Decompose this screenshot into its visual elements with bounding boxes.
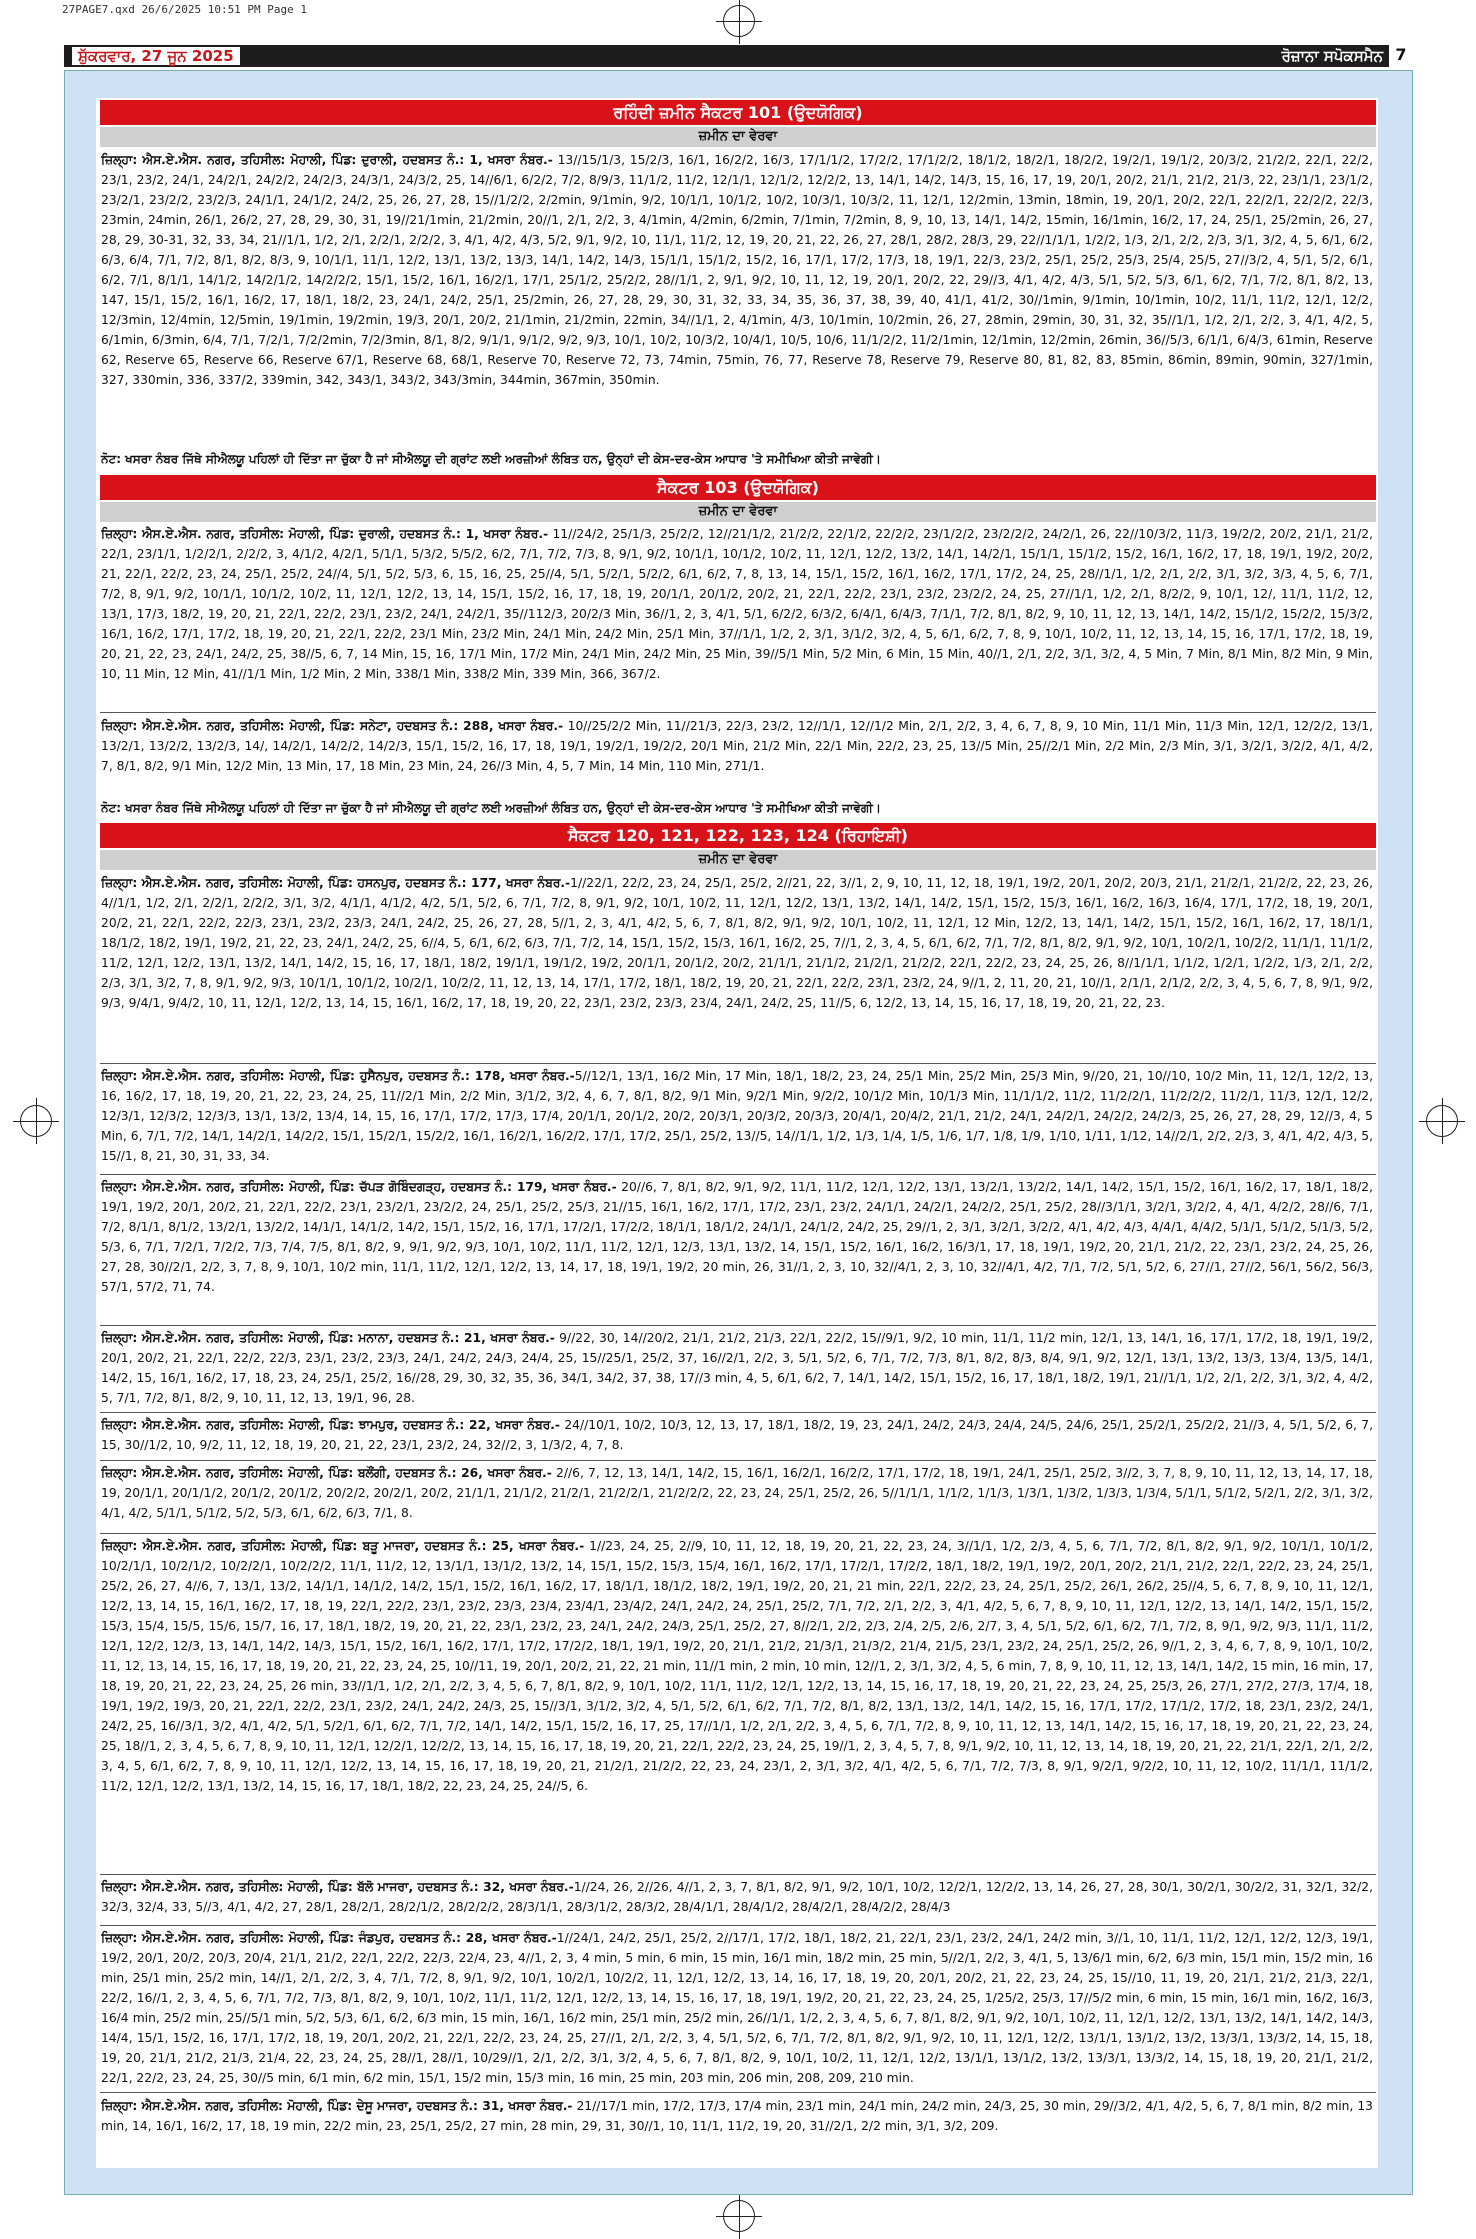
divider	[100, 1533, 1376, 1534]
divider	[100, 1460, 1376, 1461]
registration-mark-left	[20, 1105, 52, 1137]
divider	[100, 712, 1376, 713]
divider	[100, 1174, 1376, 1175]
section-subtitle-sector-103: ਜ਼ਮੀਨ ਦਾ ਵੇਰਵਾ	[100, 502, 1376, 522]
divider	[100, 2092, 1376, 2093]
land-detail-header: ਜ਼ਿਲ੍ਹਾ: ਐਸ.ਏ.ਐਸ. ਨਗਰ, ਤਹਿਸੀਲ: ਮੋਹਾਲੀ, ਪਿੰਡ: ਹੁਸੈਨਪੁਰ, ਹਦਬਸਤ ਨੰ.: 178, ਖਸਰਾ ਨੰਬਰ.-	[101, 1069, 575, 1083]
land-detail-header: ਜ਼ਿਲ੍ਹਾ: ਐਸ.ਏ.ਐਸ. ਨਗਰ, ਤਹਿਸੀਲ: ਮੋਹਾਲੀ, ਪਿੰਡ: ਦੇਸੂ ਮਾਜਰਾ, ਹਦਬਸਤ ਨੰ.: 31, ਖਸਰਾ ਨੰਬਰ.-	[101, 2099, 573, 2113]
divider	[100, 1412, 1376, 1413]
land-detail-header: ਜ਼ਿਲ੍ਹਾ: ਐਸ.ਏ.ਐਸ. ਨਗਰ, ਤਹਿਸੀਲ: ਮੋਹਾਲੀ, ਪਿੰਡ: ਮਨਾਨਾ, ਹਦਬਸਤ ਨੰ.: 21, ਖਸਰਾ ਨੰਬਰ.-	[101, 1331, 555, 1345]
section-note-sector-103: ਨੋਟ: ਖਸਰਾ ਨੰਬਰ ਜਿੱਥੇ ਸੀਐਲਯੂ ਪਹਿਲਾਂ ਹੀ ਦਿੱਤਾ ਜਾ ਚੁੱਕਾ ਹੈ ਜਾਂ ਸੀਐਲਯੂ ਦੀ ਗ੍ਰਾਂਟ ਲਈ ਅਰਜ਼ੀਆਂ ਲੰਬਿਤ ਹਨ, ਉਨ੍ਹਾਂ ਦੀ ਕੇਸ-ਦਰ-ਕੇਸ ਆਧਾਰ 'ਤੇ ਸਮੀਖਿਆ ਕੀਤੀ ਜਾਵੇਗੀ।	[101, 801, 881, 815]
khasra-list: 10//25/2/2 Min, 11//21/3, 22/3, 23/2, 12//1/1, 12//1/2 Min, 2/1, 2/2, 3, 4, 6, 7, 8, 9, 10 Min, 11/1 Min, 11/3 Min, 12/1, 12/2/2, 13/1, 13/2/1, 13/2/2, 13/2/3, 14/, 14/2/1, 14/2/2, 14/2/3, 15/1, 15/2, 16, 17, 18, 19/1, 19/2/1, 19/2/2, 20/1 Min, 21/2 Min, 22/1 Min, 22/2, 23, 25, 13//5 Min, 25//2/1 Min, 2/2 Min, 2/3 Min, 3/1, 3/2/1, 3/2/2, 4/1, 4/2, 7, 8/1, 8/2, 9/1 Min, 12/2 Min, 13 Min, 17, 18 Min, 23 Min, 24, 26//3 Min, 4, 5, 7 Min, 14 Min, 110 Min, 271/1.	[101, 719, 1373, 773]
land-detail-manana	[101, 1328, 1373, 1408]
land-detail-hasanpur	[101, 873, 1373, 1059]
land-detail-baru-majra	[101, 1536, 1373, 1870]
land-detail-desu-majra	[101, 2096, 1373, 2140]
khasra-list: 11//24/2, 25/1/3, 25/2/2, 12//21/1/2, 21/2/2, 22/1/2, 22/2/2, 23/1/2/2, 23/2/2/2, 24/2/1, 26, 22//10/3/2, 11/3, 19/2/2, 20/2, 21/1, 21/2, 22/1, 23/1/1, 1/2/2/1, 2/2/2, 3, 4/1/2, 4/2/1, 5/1/1, 5/3/2, 5/5/2, 6/2, 7/1, 7/2, 7/3, 8, 9/1, 9/2, 10/1/1, 10/1/2, 10/2, 11, 12/1, 12/2, 13/2, 14/1, 14/2/1, 15/1/1, 15/1/2, 15/2, 16/1, 16/2, 17, 18, 19/1, 19/2, 20/2, 21, 22/1, 22/2, 23, 24, 25/1, 25/2, 24//4, 5/1, 5/2, 5/3, 6, 15, 16, 25, 25//4, 5/1, 5/2/1, 5/2/2, 6/1, 6/2, 7, 8, 13, 14, 15/1, 15/2, 16/1, 16/2, 17/1, 17/2, 24, 25, 28//1/1, 1/2, 2/1, 2/2, 3/1, 3/2, 3/3, 4, 5, 6, 7/1, 7/2, 8, 9/1, 9/2, 10/1/1, 10/1/2, 10/2, 11, 12/1, 12/2, 13, 14, 15/1, 15/2, 16, 17, 18, 19, 20/1/1, 20/1/2, 20/2, 21, 22/1, 22/2, 23/1, 23/2, 23/2/2, 24, 25, 27//1/1, 1/2, 2/1, 8/2/2, 9, 10/1, 12/, 11/1, 11/2, 12, 13/1, 17/3, 18/2, 19, 20, 21, 22/1, 22/2, 23/1, 23/2, 24/1, 24/2/1, 35//112/3, 20/2/3 Min, 36//1, 2, 3, 4/1, 5/1, 6/2/2, 6/3/2, 6/4/1, 6/4/3, 7/1/1, 7/2, 8/1, 8/2, 9, 10, 11, 12, 13, 14/1, 14/2, 15/1/2, 15/2/2, 15/3/2, 16/1, 16/2, 17/1, 17/2, 18, 19, 20, 21, 22/1, 22/2, 23/1 Min, 23/2 Min, 24/1 Min, 24/2 Min, 25/1 Min, 37//1/1, 1/2, 2, 3/1, 3/1/2, 3/2, 4, 5, 6/1, 6/2, 7, 8, 9, 10/1, 10/2, 11, 12, 13, 14, 15, 16, 17/1, 17/2, 18, 19, 20, 21, 22, 23, 24/1, 24/2, 25, 38//5, 6, 7, 14 Min, 15, 16, 17/1 Min, 17/2 Min, 24/1 Min, 24/2 Min, 25 Min, 39//5/1 Min, 5/2 Min, 6 Min, 15 Min, 40//1, 2/1, 2/2, 3/1, 3/2, 4, 5 Min, 7 Min, 8/1 Min, 8/2 Min, 9 Min, 10, 11 Min, 12 Min, 41//1/1 Min, 1/2 Min, 2 Min, 338/1 Min, 338/2 Min, 339 Min, 366, 367/2.	[101, 527, 1373, 681]
khasra-list: 24//10/1, 10/2, 10/3, 12, 13, 17, 18/1, 18/2, 19, 23, 24/1, 24/2, 24/3, 24/4, 24/5, 24/6, 25/1, 25/2/1, 25/2/2, 21//3, 4, 5/1, 5/2, 6, 7, 15, 30//1/2, 10, 9/2, 11, 12, 18, 19, 20, 21, 22, 23/1, 23/2, 24, 32//2, 3, 1/3/2, 4, 7, 8.	[101, 1418, 1373, 1452]
section-subtitle-sector-120-124: ਜ਼ਮੀਨ ਦਾ ਵੇਰਵਾ	[100, 850, 1376, 870]
newspaper-name: ਰੋਜ਼ਾਨਾ ਸਪੋਕਸਮੈਨ	[1281, 47, 1383, 65]
khasra-list: 1//22/1, 22/2, 23, 24, 25/1, 25/2, 2//21, 22, 3//1, 2, 9, 10, 11, 12, 18, 19/1, 19/2, 20/1, 20/2, 20/3, 21/1, 21/2/1, 21/2/2, 22, 23, 26, 4//1/1, 1/2, 2/1, 2/2/1, 2/2/2, 3/1, 3/2, 4/1/1, 4/1/2, 4/2, 5/1, 5/2, 6, 7/1, 7/2, 8, 9/1, 9/2, 10/1, 10/2, 11, 12/1, 12/2, 13/1, 13/2, 14/1, 14/2, 15/1, 15/2, 15/3, 16/1, 16/2, 16/3, 16/4, 17/1, 17/2, 18, 19, 20/1, 20/2, 21, 22/1, 22/2, 22/3, 23/1, 23/2, 23/3, 24/1, 24/2, 25, 26, 27, 28, 5//1, 2, 3, 4/1, 4/2, 5, 6, 7, 8/1, 8/2, 9/1, 9/2, 10/1, 10/2, 11, 12/1, 12 Min, 12/2, 13, 14/1, 14/2, 15/1, 15/2, 16/1, 16/2, 17, 18/1/1, 18/1/2, 18/2, 19/1, 19/2, 21, 22, 23, 24/1, 24/2, 25, 6//4, 5, 6/1, 6/2, 6/3, 7/1, 7/2, 14, 15/1, 15/2, 15/3, 16/1, 16/2, 25, 7//1, 2, 3, 4, 5, 6/1, 6/2, 7/1, 7/2, 8/1, 8/2, 9/1, 9/2, 10/1, 10/2/1, 10/2/2, 11/1/1, 11/1/2, 11/2, 12/1, 12/2, 13/1, 13/2, 14/1, 14/2, 15, 16, 17, 18/1, 18/2, 19/1/1, 19/1/2, 19/2, 20/1/1, 20/1/2, 20/2, 21/1/1, 21/1/2, 21/2/1, 21/2/2, 22/1, 22/2, 23, 24, 25, 26, 8//1/1/1, 1/1/2, 1/2/1, 1/2/2, 1/3, 2/1, 2/2, 2/3, 3/1, 3/2, 7, 8, 9/1, 9/2, 9/3, 10/1/1, 10/1/2, 10/2/1, 10/2/2, 11, 12, 13, 14, 17/1, 17/2, 18/1, 18/2, 19, 20, 21, 22/1, 22/2, 23/1, 23/2, 24, 9//1, 2, 11, 20, 21, 10//1, 2/1/1, 2/1/2, 2/2, 3, 4, 5, 6, 7, 8, 9/1, 9/2, 9/3, 9/4/1, 9/4/2, 10, 11, 12/1, 12/2, 13, 14, 15, 16/1, 16/2, 17, 18, 19, 20, 22, 23/1, 23/2, 23/3, 23/4, 24/1, 24/2, 25, 11//5, 6, 12/2, 13, 14, 15, 16, 17, 18, 19, 20, 21, 22, 23.	[101, 876, 1373, 1010]
page-number: 7	[1389, 45, 1413, 67]
section-note-sector-101: ਨੋਟ: ਖਸਰਾ ਨੰਬਰ ਜਿੱਥੇ ਸੀਐਲਯੂ ਪਹਿਲਾਂ ਹੀ ਦਿੱਤਾ ਜਾ ਚੁੱਕਾ ਹੈ ਜਾਂ ਸੀਐਲਯੂ ਦੀ ਗ੍ਰਾਂਟ ਲਈ ਅਰਜ਼ੀਆਂ ਲੰਬਿਤ ਹਨ, ਉਨ੍ਹਾਂ ਦੀ ਕੇਸ-ਦਰ-ਕੇਸ ਆਧਾਰ 'ਤੇ ਸਮੀਖਿਆ ਕੀਤੀ ਜਾਵੇਗੀ।	[101, 452, 881, 466]
section-subtitle-sector-101: ਜ਼ਮੀਨ ਦਾ ਵੇਰਵਾ	[100, 127, 1376, 147]
issue-date: ਸ਼ੁੱਕਰਵਾਰ, 27 ਜੂਨ 2025	[72, 47, 240, 65]
land-detail-durali-101	[101, 150, 1373, 444]
divider	[100, 1874, 1376, 1875]
khasra-list: 1//24/1, 24/2, 25/1, 25/2, 2//17/1, 17/2, 18/1, 18/2, 21, 22/1, 23/1, 23/2, 24/1, 24/2 min, 3//1, 10, 11/1, 11/2, 12/1, 12/2, 12/3, 19/1, 19/2, 20/1, 20/2, 20/3, 20/4, 21/1, 21/2, 22/1, 22/2, 22/3, 22/4, 23, 4//1, 2, 3, 4 min, 5 min, 6 min, 15 min, 16/1 min, 18/2 min, 25 min, 5//2/1, 2/2, 3, 4/1, 5, 13/6/1 min, 6/2, 6/3 min, 15/1 min, 15/2 min, 16 min, 25/1 min, 25/2 min, 14//1, 2/1, 2/2, 3, 4, 7/1, 7/2, 8, 9/1, 9/2, 10/1, 10/2/1, 10/2/2, 11, 12/1, 12/2, 13, 14, 16, 17, 18, 19, 20, 20/1, 20/2, 21, 22, 23, 24, 25, 15//10, 11, 19, 20, 21/1, 21/2, 21/3, 22/1, 22/2, 16//1, 2, 3, 4, 5, 6, 7/1, 7/2, 7/3, 8/1, 8/2, 9, 10/1, 10/2, 11/1, 11/2, 12/1, 12/2, 13, 14, 15, 16, 17, 18, 19/1, 19/2, 20, 21, 22, 23, 24, 25, 1/25/2, 25/3, 17//5/2 min, 6 min, 15 min, 16/1 min, 16/2, 16/3, 16/4 min, 25/2 min, 25//5/1 min, 5/2, 5/3, 6/1, 6/2, 6/3 min, 15 min, 16/1, 16/2 min, 25/1 min, 25/2 min, 26//1/1, 1/2, 2, 3, 4, 5, 6, 7, 8/1, 8/2, 9/1, 9/2, 10/1, 10/2, 11, 12/1, 12/2, 13/1, 13/2, 14/1, 14/2, 14/3, 14/4, 15/1, 15/2, 16, 17/1, 17/2, 18, 19, 20/1, 20/2, 21, 22/1, 22/2, 23, 24, 25, 27//1, 2/1, 2/2, 3, 4, 5/1, 5/2, 6, 7/1, 7/2, 8/1, 8/2, 9/1, 9/2, 10, 11, 12/1, 12/2, 13/1/1, 13/1/2, 13/2, 13/3/1, 13/3/2, 14, 15, 18, 19, 20, 21/1, 21/2, 21/3, 21/4, 22, 23, 24, 25, 28//1, 28//1, 10/29//1, 2/1, 2/2, 3/1, 3/2, 4, 5, 6, 7, 8/1, 8/2, 9, 10/1, 10/2, 11, 12/1, 12/2, 13/1/1, 13/1/2, 13/2, 13/3/1, 13/3/2, 14, 15, 18, 19, 20, 21/1, 21/2, 22/1, 22/2, 23, 24, 25, 30//5 min, 6/1 min, 6/2 min, 15/1, 15/2 min, 15/3 min, 16 min, 25 min, 203 min, 206 min, 208, 209, 210 min.	[101, 1931, 1373, 2085]
registration-mark-bottom	[723, 2200, 755, 2232]
print-slug: 27PAGE7.qxd 26/6/2025 10:51 PM Page 1	[62, 3, 308, 16]
khasra-list: 20//6, 7, 8/1, 8/2, 9/1, 9/2, 11/1, 11/2, 12/1, 12/2, 13/1, 13/2/1, 13/2/2, 14/1, 14/2, 15/1, 15/2, 16/1, 16/2, 17, 18/1, 18/2, 19/1, 19/2, 20/1, 20/2, 21, 22/1, 22/2, 23/1, 23/2/1, 23/2/2, 24, 25/1, 25/2, 25/3, 21//15, 16/1, 16/2, 17/1, 17/2, 23/1, 23/2, 24/1/1, 24/2/1, 24/2/2, 25/1, 25/2, 28//3/1/1, 3/2/1, 3/2/2, 4, 4/1, 4/2/2, 28//6, 7/1, 7/2, 8/1/1, 8/1/2, 13/2/1, 13/2/2, 14/1/1, 14/1/2, 14/2, 15/1, 15/2, 16, 17/1, 17/2/1, 17/2/2, 18/1/1, 18/1/2, 24/1/1, 24/1/2, 24/2, 25, 29//1, 2, 3/1, 3/2/1, 3/2/2, 4/1, 4/2, 4/3, 4/4/1, 4/4/2, 5/1/1, 5/1/2, 5/1/3, 5/2, 5/3, 6, 7/1, 7/2/1, 7/2/2, 7/3, 7/4, 7/5, 8/1, 8/2, 9, 9/1, 9/2, 9/3, 10/1, 10/2, 11/1, 11/2, 12/1, 12/3, 13/1, 13/2, 14, 15/1, 15/2, 16/1, 16/2, 16/3/1, 17, 18, 19/1, 19/2, 20, 21/1, 21/2, 22, 23/1, 23/2, 24, 25, 26, 27, 28, 30//2/1, 2/2, 3, 7, 8, 9, 10/1, 10/2 min, 11/1, 11/2, 12/1, 12/2, 13, 14, 17, 18, 19/1, 19/2, 20 min, 26, 31//1, 2, 3, 10, 32//4/1, 2, 3, 10, 32//4/1, 4/2, 7/1, 7/2, 5/1, 5/2, 6, 27//1, 27//2, 56/1, 56/2, 56/3, 57/1, 57/2, 71, 74.	[101, 1180, 1373, 1294]
land-detail-header: ਜ਼ਿਲ੍ਹਾ: ਐਸ.ਏ.ਐਸ. ਨਗਰ, ਤਹਿਸੀਲ: ਮੋਹਾਲੀ, ਪਿੰਡ: ਸਨੇਟਾ, ਹਦਬਸਤ ਨੰ.: 288, ਖਸਰਾ ਨੰਬਰ.-	[101, 719, 564, 733]
land-detail-header: ਜ਼ਿਲ੍ਹਾ: ਐਸ.ਏ.ਐਸ. ਨਗਰ, ਤਹਿਸੀਲ: ਮੋਹਾਲੀ, ਪਿੰਡ: ਹਸਨਪੁਰ, ਹਦਬਸਤ ਨੰ.: 177, ਖਸਰਾ ਨੰਬਰ.-	[101, 876, 571, 890]
registration-mark-top	[723, 5, 755, 37]
land-detail-header: ਜ਼ਿਲ੍ਹਾ: ਐਸ.ਏ.ਐਸ. ਨਗਰ, ਤਹਿਸੀਲ: ਮੋਹਾਲੀ, ਪਿੰਡ: ਬੜੂ ਮਾਜਰਾ, ਹਦਬਸਤ ਨੰ.: 25, ਖਸਰਾ ਨੰਬਰ.-	[101, 1539, 585, 1553]
section-title-sector-103: ਸੈਕਟਰ 103 (ਉਦਯੋਗਿਕ)	[100, 475, 1376, 500]
divider	[100, 1325, 1376, 1326]
divider	[100, 1063, 1376, 1064]
khasra-list: 21//17/1 min, 17/2, 17/3, 17/4 min, 23/1 min, 24/1 min, 24/2 min, 24/3, 25, 30 min, 29//3/2, 4/1, 4/2, 5, 6, 7, 8/1 min, 8/2 min, 13 min, 14, 16/1, 16/2, 17, 18, 19 min, 22/2 min, 23, 25/1, 25/2, 27 min, 28 min, 29, 31, 30//1, 10, 11/1, 11/2, 19, 20, 31//2/1, 2/2 min, 3/1, 3/2, 209.	[101, 2099, 1373, 2133]
khasra-list: 2//6, 7, 12, 13, 14/1, 14/2, 15, 16/1, 16/2/1, 16/2/2, 17/1, 17/2, 18, 19/1, 24/1, 25/1, 25/2, 3//2, 3, 7, 8, 9, 10, 11, 12, 13, 14, 17, 18, 19, 20/1/1, 20/1/1/2, 20/1/2, 20/1/2, 20/2/2, 20/2/1, 20/2, 21/1/1, 21/1/2, 21/2/1, 21/2/2/1, 21/2/2/2, 22, 23, 24, 25/1, 25/2, 26, 5//1/1/1, 1/1/2, 1/1/3, 1/3/1, 1/3/2, 1/3/3, 1/3/4, 5/1/1, 5/1/2, 5/2/1, 2/2, 3/1, 3/2, 4/1, 4/2, 5/1/1, 5/1/2, 5/2, 5/3, 6/1, 6/2, 6/3, 7/1, 8.	[101, 1466, 1373, 1520]
khasra-list: 5//12/1, 13/1, 16/2 Min, 17 Min, 18/1, 18/2, 23, 24, 25/1 Min, 25/2 Min, 25/3 Min, 9//20, 21, 10//10, 10/2 Min, 11, 12/1, 12/2, 13, 16, 16/2, 17, 18, 19, 20, 21, 22, 23, 24, 25, 11//2/1 Min, 2/2 Min, 3/1/2, 3/2, 4, 6, 7, 8/1, 8/2, 9/1 Min, 9/2/1 Min, 9/2/2, 10/1/2 Min, 10/1/3 Min, 11/1/1/2, 11/2, 11/2/2/1, 11/2/2/2, 11/2/1, 11/3, 12/1, 12/2, 12/3/1, 12/3/2, 12/3/3, 13/1, 13/2, 13/4, 14, 15, 16, 17/1, 17/2, 17/3, 17/4, 20/1/1, 20/1/2, 20/2, 20/3/1, 20/3/2, 20/3/3, 20/4/1, 20/4/2, 21/1, 21/2, 24/1, 24/2/1, 24/2/2, 24/2/3, 25, 26, 27, 28, 29, 12//3, 4, 5 Min, 6, 7/1, 7/2, 14/1, 14/2/1, 14/2/2, 15/1, 15/2/1, 15/2/2, 16/1, 16/2/1, 16/2/2, 17/1, 17/2, 25/1, 25/2, 13//5, 14//1/1, 1/2, 1/3, 1/4, 1/5, 1/6, 1/7, 1/8, 1/9, 1/10, 1/11, 1/12, 14//2/1, 2/2, 2/3, 3, 4/1, 4/2, 4/3, 5, 15//1, 8, 21, 30, 31, 33, 34.	[101, 1069, 1373, 1163]
land-detail-hussainpur	[101, 1066, 1373, 1170]
land-detail-header: ਜ਼ਿਲ੍ਹਾ: ਐਸ.ਏ.ਐਸ. ਨਗਰ, ਤਹਿਸੀਲ: ਮੋਹਾਲੀ, ਪਿੰਡ: ਬੱਲੋ ਮਾਜਰਾ, ਹਦਬਸਤ ਨੰ.: 32, ਖਸਰਾ ਨੰਬਰ.-	[101, 1880, 574, 1894]
land-detail-jandpur	[101, 1928, 1373, 2088]
khasra-list: 1//24, 26, 2//26, 4//1, 2, 3, 7, 8/1, 8/2, 9/1, 9/2, 10/1, 10/2, 12/2/1, 12/2/2, 13, 14, 26, 27, 28, 30/1, 30/2/1, 30/2/2, 31, 32/1, 32/2, 32/3, 32/4, 33, 5//3, 4/1, 4/2, 27, 28/1, 28/2/1, 28/2/1/2, 28/2/2/2, 28/3/1/1, 28/3/1/2, 28/3/2, 28/4/1/1, 28/4/1/2, 28/4/2/1, 28/4/2/2, 28/4/3	[101, 1880, 1373, 1914]
page-header	[64, 45, 1413, 67]
land-detail-durali-103	[101, 524, 1373, 708]
land-detail-jhampur	[101, 1415, 1373, 1455]
land-detail-ballo-majra	[101, 1877, 1373, 1917]
land-detail-header: ਜ਼ਿਲ੍ਹਾ: ਐਸ.ਏ.ਐਸ. ਨਗਰ, ਤਹਿਸੀਲ: ਮੋਹਾਲੀ, ਪਿੰਡ: ਜੰਡਪੁਰ, ਹਦਬਸਤ ਨੰ.: 28, ਖਸਰਾ ਨੰਬਰ.-	[101, 1931, 557, 1945]
registration-mark-right	[1426, 1105, 1458, 1137]
land-detail-balongi	[101, 1463, 1373, 1529]
khasra-list: 1//23, 24, 25, 2//9, 10, 11, 12, 18, 19, 20, 21, 22, 23, 24, 3//1/1, 1/2, 2/3, 4, 5, 6, 7/1, 7/2, 8/1, 8/2, 9/1, 9/2, 10/1/1, 10/1/2, 10/2/1/1, 10/2/1/2, 10/2/2/1, 10/2/2/2, 11/1, 11/2, 12, 13/1/1, 13/1/2, 13/2, 14, 15/1, 15/2, 15/3, 15/4, 16/1, 16/2, 17/1, 17/2/1, 17/2/2, 18/1, 18/2, 19/1, 19/2, 20/1, 20/2, 21/1, 21/2, 22/1, 22/2, 23, 24, 25/1, 25/2, 26, 27, 4//6, 7, 13/1, 13/2, 14/1/1, 14/1/2, 14/2, 15/1, 15/2, 16/1, 16/2, 17, 18/1/1, 18/1/2, 18/2, 19/1, 19/2, 20, 21, 21 min, 22/1, 22/2, 23, 24, 25/1, 25/2, 26/1, 26/2, 25//4, 5, 6, 7, 8, 9, 10, 11, 12/1, 12/2, 13, 14, 15, 16/1, 16/2, 17, 18, 19, 22/1, 22/2, 23/1, 23/2, 23/3, 23/4, 23/4/1, 23/4/2, 24/1, 24/2, 24, 25/1, 25/2, 7/1, 7/2, 2/1, 2/2, 3, 4/1, 4/2, 5, 6, 7, 8, 9, 10, 11, 12/1, 12/2, 13, 14/1, 14/2, 15/1, 15/2, 15/3, 15/4, 15/5, 15/6, 15/7, 16, 17, 18/1, 18/2, 19, 20, 21, 22, 23/1, 23/2, 23, 24/1, 24/2, 24/3, 25/1, 25/2, 27, 8//2/1, 2/2, 2/3, 2/4, 2/5, 2/6, 2/7, 3, 4, 5/1, 5/2, 6/1, 6/2, 7/1, 7/2, 8, 9/1, 9/2, 9/3, 11/1, 11/2, 12/1, 12/2, 12/3, 13, 14/1, 14/2, 14/3, 15/1, 15/2, 16/1, 16/2, 17/1, 17/2, 17/2/2, 18/1, 19/1, 19/2, 20, 21/1, 21/2, 21/3/1, 21/3/2, 21/4, 21/5, 23/1, 23/2, 24, 25/1, 25/2, 26, 9//1, 2, 3, 4, 6, 7, 8, 9, 10/1, 10/2, 11, 12, 13, 14, 15, 16, 17, 18, 19, 20, 21, 22, 23, 24, 25, 10//11, 19, 20/1, 20/2, 21, 22, 21 min, 11//1 min, 2 min, 10 min, 12//1, 2, 3/1, 3/2, 4, 5, 6 min, 7, 8, 9, 10, 11, 12, 13, 14/1, 14/2, 15 min, 16 min, 17, 18, 19, 20, 21, 22, 23, 24, 25, 26 min, 33//1/1, 1/2, 2/1, 2/2, 3, 4, 5, 6, 7, 8/1, 8/2, 9, 10/1, 10/2, 11/1, 11/2, 12/1, 12/2, 13, 14, 15, 16, 17, 18, 19, 20, 21, 22, 23, 24, 25, 25/3, 26, 27/1, 27/2, 27/3, 17/4, 18, 19/1, 19/2, 19/3, 20, 21, 22/1, 22/2, 23/1, 23/2, 24/1, 24/2, 24/3, 25, 15//3/1, 3/1/2, 3/2, 4, 5/1, 5/2, 6/1, 6/2, 7/1, 7/2, 8/1, 8/2, 13/1, 13/2, 14/1, 14/2, 15, 16, 17/1, 17/2, 17/1/2, 17/2, 18, 23/1, 23/2, 24/1, 24/2, 25, 16//3/1, 3/2, 4/1, 4/2, 5/1, 5/2/1, 6/1, 6/2, 7/1, 7/2, 14/1, 14/2, 15/1, 15/2, 16, 17, 25, 17//1/1, 1/2, 2/1, 2/2, 3, 4, 5, 6, 7/1, 7/2, 8, 9, 10, 11, 12, 13, 14/1, 14/2, 15, 16, 17, 18, 19, 20, 21, 22, 23, 24, 25, 18//1, 2, 3, 4, 5, 6, 7, 8, 9, 10, 11, 12/1, 12/2/1, 12/2/2, 13, 14, 15, 16, 17, 18, 19, 20, 21, 22/1, 22/2, 23, 24, 25, 19//1, 2, 3, 4, 5, 7, 8, 9/1, 9/2, 10, 11, 12, 13, 14, 18, 19, 20, 21, 22, 21/1, 22/1, 2/1, 2/2, 3, 4, 5, 6/1, 6/2, 7, 8, 9, 10, 11, 12/1, 12/2, 13, 14, 15, 16, 17, 18, 19, 20, 21, 21/2/1, 21/2/2, 22, 23, 24, 23/1, 2, 3/1, 3/2, 4/1, 4/2, 5, 6, 7/1, 7/2, 7/3, 8, 9/1, 9/2/1, 9/2/2, 10, 11, 12, 10/2, 11/1/1, 11/1/2, 11/2, 12/1, 12/2, 13/1, 13/2, 14, 15, 16, 17, 18/1, 18/2, 22, 23, 24, 25, 24//5, 6.	[101, 1539, 1373, 1793]
land-detail-header: ਜ਼ਿਲ੍ਹਾ: ਐਸ.ਏ.ਐਸ. ਨਗਰ, ਤਹਿਸੀਲ: ਮੋਹਾਲੀ, ਪਿੰਡ: ਝਾਮਪੁਰ, ਹਦਬਸਤ ਨੰ.: 22, ਖਸਰਾ ਨੰਬਰ.-	[101, 1418, 561, 1432]
land-detail-chappar-gobindgarh	[101, 1177, 1373, 1321]
land-detail-header: ਜ਼ਿਲ੍ਹਾ: ਐਸ.ਏ.ਐਸ. ਨਗਰ, ਤਹਿਸੀਲ: ਮੋਹਾਲੀ, ਪਿੰਡ: ਦੁਰਾਲੀ, ਹਦਬਸਤ ਨੰ.: 1, ਖਸਰਾ ਨੰਬਰ.-	[101, 153, 553, 167]
land-detail-header: ਜ਼ਿਲ੍ਹਾ: ਐਸ.ਏ.ਐਸ. ਨਗਰ, ਤਹਿਸੀਲ: ਮੋਹਾਲੀ, ਪਿੰਡ: ਚੱਪੜ ਗੋਬਿੰਦਗੜ੍ਹ, ਹਦਬਸਤ ਨੰ.: 179, ਖਸਰਾ ਨੰਬਰ.-	[101, 1180, 617, 1194]
divider	[100, 1925, 1376, 1926]
land-detail-saneta	[101, 716, 1373, 796]
land-detail-header: ਜ਼ਿਲ੍ਹਾ: ਐਸ.ਏ.ਐਸ. ਨਗਰ, ਤਹਿਸੀਲ: ਮੋਹਾਲੀ, ਪਿੰਡ: ਦੁਰਾਲੀ, ਹਦਬਸਤ ਨੰ.: 1, ਖਸਰਾ ਨੰਬਰ.-	[101, 527, 549, 541]
khasra-list: 9//22, 30, 14//20/2, 21/1, 21/2, 21/3, 22/1, 22/2, 15//9/1, 9/2, 10 min, 11/1, 11/2 min, 12/1, 13, 14/1, 16, 17/1, 17/2, 18, 19/1, 19/2, 20/1, 20/2, 21, 22/1, 22/2, 22/3, 23/1, 23/2, 23/3, 24/1, 24/2, 24/3, 24/4, 25, 15//25/1, 25/2, 37, 16//2/1, 2/2, 3, 5/1, 5/2, 6, 7/1, 7/2, 7/3, 8/1, 8/2, 8/3, 8/4, 9/1, 9/2, 12/1, 13/1, 13/2, 13/3, 13/4, 13/5, 14/1, 14/2, 15, 16/1, 16/2, 17, 18, 23, 24, 25/1, 25/2, 16//28, 29, 30, 32, 35, 36, 34/1, 34/2, 37, 38, 17//3 min, 4, 5, 6/1, 6/2, 7, 14/1, 14/2, 15/1, 15/2, 16, 17, 18/1, 18/2, 19/1, 21//1/1, 1/2, 2/1, 2/2, 3/1, 3/2, 4, 4/2, 5, 7/1, 7/2, 8/1, 8/2, 9, 10, 11, 12, 13, 19/1, 96, 28.	[101, 1331, 1373, 1405]
section-title-sector-101: ਰਹਿੰਦੀ ਜ਼ਮੀਨ ਸੈਕਟਰ 101 (ਉਦਯੋਗਿਕ)	[100, 100, 1376, 125]
khasra-list: 13//15/1/3, 15/2/3, 16/1, 16/2/2, 16/3, 17/1/1/2, 17/2/2, 17/1/2/2, 18/1/2, 18/2/1, 18/2/2, 19/2/1, 19/1/2, 20/3/2, 21/2/2, 22/1, 22/2, 23/1, 23/2, 24/1, 24/2/1, 24/2/2, 24/2/3, 24/3/1, 24/3/2, 25, 14//6/1, 6/2/2, 7/2, 8/9/3, 11/1/2, 11/2, 12/1/1, 12/1/2, 12/2/2, 13, 14/1, 14/2, 14/3, 15, 16, 17, 19, 20/1, 20/2, 21/1, 21/2, 21/3, 22, 23/1/1, 23/1/2, 23/2/1, 23/2/2, 23/2/3, 24/1/1, 24/1/2, 24/2, 25, 26, 27, 28, 15//1/2/2, 2/2min, 9/1min, 9/2, 10/1/1, 10/1/2, 10/2, 10/3/1, 10/3/2, 11, 12/1, 12/2min, 13min, 18min, 19, 20/1, 20/2, 22/1, 22/2/1, 22/2/2, 22/3, 23min, 24min, 26/1, 26/2, 27, 28, 29, 30, 31, 19//21/1min, 21/2min, 20//1, 2/1, 2/2, 3, 4/1min, 4/2min, 6/2min, 7/1min, 7/2min, 8, 9, 10, 13, 14/1, 14/2, 15min, 16/1min, 16/2, 17, 24, 25/1, 25/2min, 26, 27, 28, 29, 30-31, 32, 33, 34, 21//1/1, 1/2, 2/1, 2/2/1, 2/2/2, 3, 4/1, 4/2, 4/3, 5/2, 9/1, 9/2, 10, 11/1, 11/2, 12, 19, 20, 21, 22, 26, 27, 28/1, 28/2, 28/3, 29, 22//1/1/1, 1/2/2, 1/3, 2/1, 2/2, 2/3, 3/1, 3/2, 4, 5, 6/1, 6/2, 6/3, 6/4, 7/1, 7/2, 8/1, 8/2, 8/3, 9, 10/1/1, 11/1, 12/2, 13/1, 13/2, 13/3, 14/1, 14/2, 14/3, 15/1/1, 15/1/2, 15/2, 16, 17/1, 17/2, 17/3, 18, 19/1, 22/3, 23/2, 25/1, 25/2, 25/3, 25/4, 25/5, 27//3/2, 4, 5/1, 5/2, 6/1, 6/2, 7/1, 8/1/1, 14/1/2, 14/2/1/2, 14/2/2/2, 15/1, 15/2, 16/1, 16/2/1, 17/1, 25/1/2, 25/2/2, 28//1/1, 2, 9/1, 9/2, 10, 11, 12, 19, 20/1, 20/2, 22, 29//3, 4/1, 4/2, 4/3, 5/1, 5/2, 5/3, 6/1, 6/2, 7/1, 7/2, 8/1, 8/2, 13, 147, 15/1, 15/2, 16/1, 16/2, 17, 18/1, 18/2, 23, 24/1, 24/2, 25/1, 25/2min, 26, 27, 28, 29, 30, 31, 32, 33, 34, 35, 36, 37, 38, 39, 40, 41/1, 41/2, 30//1min, 9/1min, 10/1min, 10/2, 11/1, 11/2, 12/1, 12/2, 12/3min, 12/4min, 12/5min, 19/1min, 19/2min, 19/3, 20/1, 20/2, 21/1min, 21/2min, 22min, 34//1/1, 2, 4/1min, 4/3, 10/1min, 10/2min, 26, 27, 28min, 29min, 30, 31, 32, 35//1/1, 1/2, 2/1, 2/2, 3, 4/1, 4/2, 5, 6/1min, 6/3min, 6/4, 7/1, 7/2/1, 7/2/2min, 7/2/3min, 8/1, 8/2, 9/1/1, 9/1/2, 9/2, 9/3, 10/1, 10/2, 10/3/2, 10/4/1, 10/5, 10/6, 11/1/2/2, 11/2/1min, 12/1min, 12/2min, 26min, 36//5/3, 6/1/1, 6/4/3, 61min, Reserve 62, Reserve 65, Reserve 66, Reserve 67/1, Reserve 68, 68/1, Reserve 70, Reserve 72, 73, 74min, 75min, 76, 77, Reserve 78, Reserve 79, Reserve 80, 81, 82, 83, 85min, 86min, 89min, 90min, 327/1min, 327, 330min, 336, 337/2, 339min, 342, 343/1, 343/2, 343/3min, 344min, 367min, 350min.	[101, 153, 1373, 387]
land-detail-header: ਜ਼ਿਲ੍ਹਾ: ਐਸ.ਏ.ਐਸ. ਨਗਰ, ਤਹਿਸੀਲ: ਮੋਹਾਲੀ, ਪਿੰਡ: ਬਲੌਂਗੀ, ਹਦਬਸਤ ਨੰ.: 26, ਖਸਰਾ ਨੰਬਰ.-	[101, 1466, 552, 1480]
section-title-sector-120-124: ਸੈਕਟਰ 120, 121, 122, 123, 124 (ਰਿਹਾਇਸ਼ੀ)	[100, 823, 1376, 848]
